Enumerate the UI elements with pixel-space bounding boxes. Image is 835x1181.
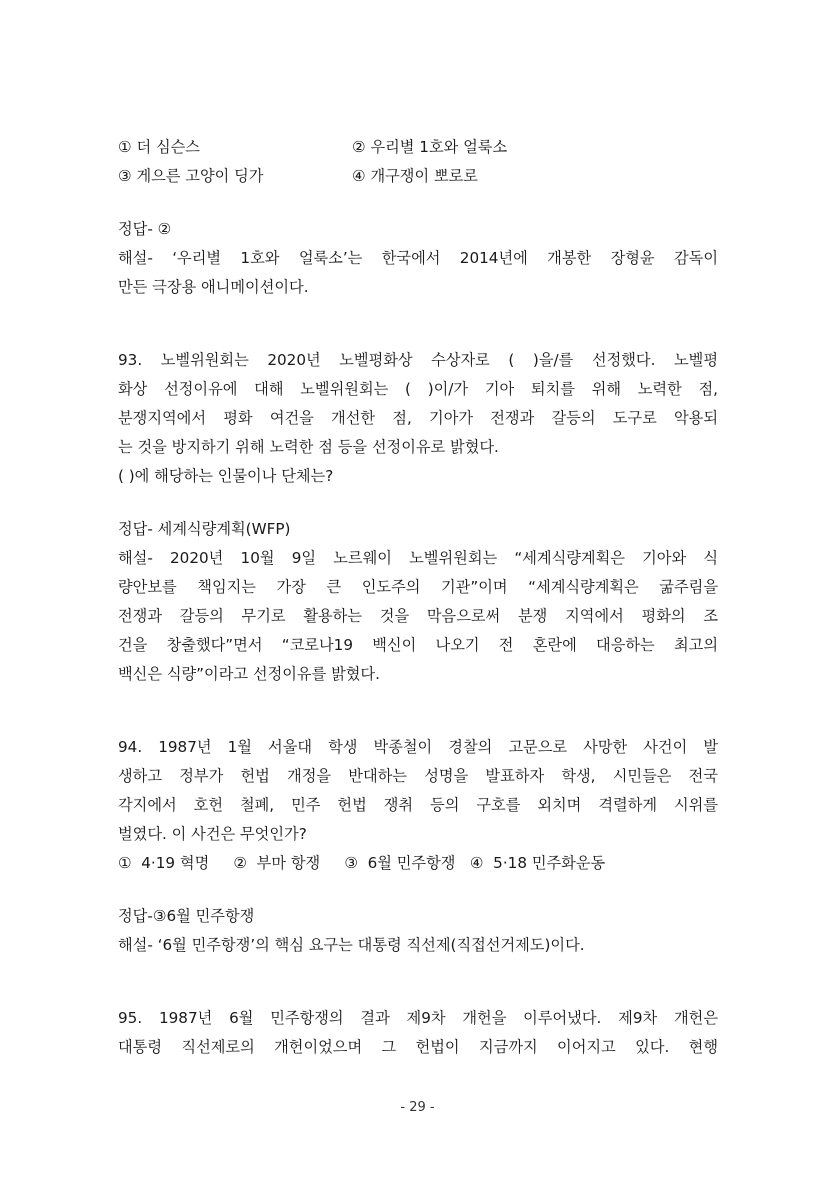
explanation-line: 해설- 2020년 10월 9일 노르웨이 노벨위원회는 “세계식량계획은 기아와 식: [118, 549, 718, 567]
question-line: 94. 1987년 1월 서울대 학생 박종철이 경찰의 고문으로 사망한 사건이 발: [118, 738, 718, 756]
document-page: [118, 133, 718, 1062]
answer-options-row: [118, 162, 718, 191]
option-3: ③ 게으른 고양이 딩가: [118, 167, 264, 185]
option-4: ④ 개구쟁이 뽀로로: [352, 167, 478, 185]
page-number: - 29 -: [400, 1100, 435, 1115]
question-line: 각지에서 호헌 철폐, 민주 헌법 쟁취 등의 구호를 외치며 격렬하게 시위를: [118, 796, 718, 814]
explanation-line: 만든 극장용 애니메이션이다.: [118, 278, 309, 296]
explanation-line: 해설- ‘우리별 1호와 얼룩소’는 한국에서 2014년에 개봉한 장형윤 감독이: [118, 249, 718, 267]
question-line: 생하고 정부가 헌법 개정을 반대하는 성명을 발표하자 학생, 시민들은 전국: [118, 767, 718, 785]
explanation-line: 전쟁과 갈등의 무기로 활용하는 것을 막음으로써 분쟁 지역에서 평화의 조: [118, 607, 718, 625]
explanation-line: 건을 창출했다”면서 “코로나19 백신이 나오기 전 혼란에 대응하는 최고의: [118, 636, 718, 654]
explanation-line: 백신은 식량”이라고 선정이유를 밝혔다.: [118, 665, 380, 683]
answer-line: 정답-③6월 민주항쟁: [118, 907, 255, 925]
answer-options-row: ① 4·19 혁명 ② 부마 항쟁 ③ 6월 민주항쟁 ④ 5·18 민주화운동: [118, 854, 606, 872]
answer-options-row: [118, 133, 718, 162]
answer-line: 정답- 세계식량계획(WFP): [118, 520, 291, 538]
answer-line: 정답- ②: [118, 220, 172, 238]
question-line: 는 것을 방지하기 위해 노력한 점 등을 선정이유로 밝혔다.: [118, 438, 499, 456]
option-1: ① 더 심슨스: [118, 138, 200, 156]
question-line: 93. 노벨위원회는 2020년 노벨평화상 수상자로 ( )을/를 선정했다. 노벨평: [118, 351, 718, 369]
question-line: ( )에 해당하는 인물이나 단체는?: [118, 467, 334, 485]
explanation-line: 량안보를 책임지는 가장 큰 인도주의 기관”이며 “세계식량계획은 굶주림을: [118, 578, 718, 596]
question-line: 벌였다. 이 사건은 무엇인가?: [118, 825, 307, 843]
option-2: ② 우리별 1호와 얼룩소: [352, 138, 508, 156]
question-line: 분쟁지역에서 평화 여건을 개선한 점, 기아가 전쟁과 갈등의 도구로 악용되: [118, 409, 718, 427]
question-line: 화상 선정이유에 대해 노벨위원회는 ( )이/가 기아 퇴치를 위해 노력한 점,: [118, 380, 718, 398]
question-line: 대통령 직선제로의 개헌이었으며 그 헌법이 지금까지 이어지고 있다. 현행: [118, 1038, 718, 1056]
explanation-line: 해설- ‘6월 민주항쟁’의 핵심 요구는 대통령 직선제(직접선거제도)이다.: [118, 936, 585, 954]
question-line: 95. 1987년 6월 민주항쟁의 결과 제9차 개헌을 이루어냈다. 제9차 개헌은: [118, 1009, 718, 1027]
